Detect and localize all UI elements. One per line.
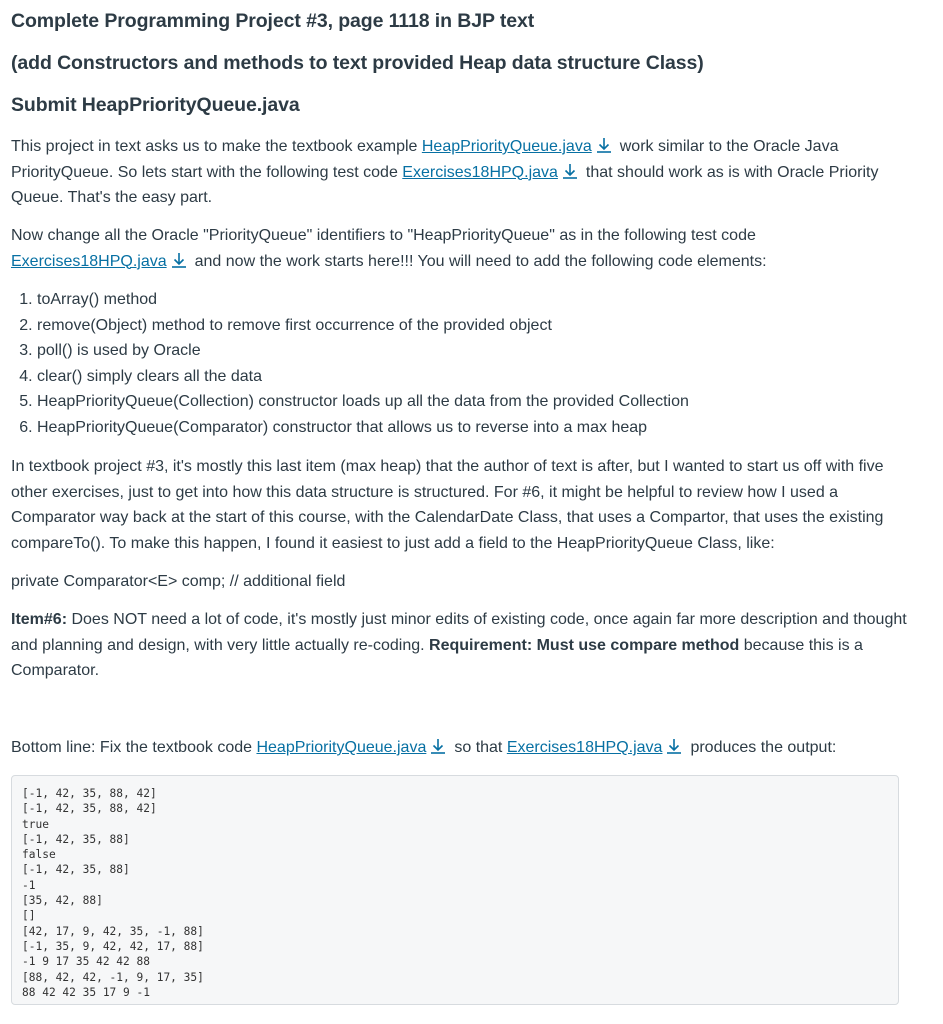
output-line: true: [22, 817, 49, 831]
output-line: []: [22, 909, 36, 923]
exercises-link[interactable]: Exercises18HPQ.java: [11, 252, 167, 270]
output-line: [35, 42, 88]: [22, 894, 103, 908]
submit-heading: Submit HeapPriorityQueue.java: [11, 94, 300, 116]
output-line: [88, 42, 42, -1, 9, 17, 35]: [22, 970, 204, 984]
list-item: 5. HeapPriorityQueue(Collection) constructor loads up all the data from the provided Collection: [37, 389, 917, 415]
output-line: [-1, 42, 35, 88]: [22, 832, 130, 846]
change-text-1: Now change all the Oracle "PriorityQueue" identifiers to "HeapPriorityQueue" as in the following test code: [11, 227, 756, 244]
requirement-label: Requirement: Must use compare method: [429, 636, 740, 654]
intro-text-1: This project in text asks us to make the textbook example: [11, 138, 422, 155]
intro-paragraph: [11, 134, 909, 211]
required-elements-list: [19, 287, 917, 440]
expected-output-block: [11, 775, 899, 1005]
subtitle-heading: (add Constructors and methods to text provided Heap data structure Class): [11, 52, 704, 74]
output-line: false: [22, 848, 56, 862]
list-item: 3. poll() is used by Oracle: [37, 338, 917, 364]
list-item: 2. remove(Object) method to remove first occurrence of the provided object: [37, 313, 917, 339]
heap-priority-queue-link[interactable]: HeapPriorityQueue.java: [421, 138, 592, 155]
list-item: 1. toArray() method: [37, 287, 917, 313]
output-line: [-1, 42, 35, 88]: [22, 863, 130, 877]
download-icon[interactable]: [430, 738, 448, 754]
list-item: 4. clear() simply clears all the data: [37, 364, 917, 390]
bottom-line-paragraph: [11, 735, 909, 761]
change-paragraph: [11, 223, 909, 274]
intro-text-2: work similar to the Oracle Java PriorityQueue. So lets start with the following test code: [11, 138, 839, 181]
output-line: 88 42 42 35 17 9 -1: [22, 985, 150, 999]
item6-text: Does NOT need a lot of code, it's mostly just minor edits of existing code, once again far more description and thought and planning and design, with very little actually re-coding.: [11, 611, 907, 654]
change-text-2: and now the work starts here!!! You will need to add the following code elements:: [194, 252, 767, 270]
item6-label: Item#6:: [11, 611, 68, 628]
output-line: [-1, 42, 35, 88, 42]: [22, 802, 157, 816]
output-line: -1 9 17 35 42 42 88: [22, 955, 150, 969]
heap-priority-queue-link[interactable]: HeapPriorityQueue.java: [256, 739, 427, 756]
project-paragraph: In textbook project #3, it's mostly this last item (max heap) that the author of text is after, but I wanted to start us off with five other exercises, just to get into how this data structure is structured. For #6, it might be helpful to review how I used a Comparator way back at the start of this course, with the CalendarDate Class, that uses a Compartor, that uses the existing compareTo(). To make this happen, I found it easiest to just add a field to the HeapPriorityQueue Class, like:: [11, 458, 884, 552]
download-icon[interactable]: [666, 738, 684, 754]
download-icon[interactable]: [596, 137, 614, 153]
output-line: [42, 17, 9, 42, 35, -1, 88]: [22, 924, 204, 938]
download-icon[interactable]: [562, 163, 580, 179]
bottom-text-3: produces the output:: [690, 739, 837, 756]
download-icon[interactable]: [171, 252, 189, 268]
bottom-text-2: so that: [454, 739, 507, 756]
field-paragraph: private Comparator<E> comp; // additional field: [11, 573, 346, 590]
exercises-link[interactable]: Exercises18HPQ.java: [402, 163, 558, 181]
page-title: Complete Programming Project #3, page 1118 in BJP text: [11, 10, 535, 32]
item6-text-2: because this is a Comparator.: [11, 636, 863, 679]
output-line: [-1, 42, 35, 88, 42]: [22, 787, 157, 800]
item6-paragraph: [11, 607, 909, 684]
bottom-text-1: Bottom line: Fix the textbook code: [11, 739, 257, 756]
intro-text-3: that should work as is with Oracle Priority Queue. That's the easy part.: [11, 163, 879, 206]
list-item: 6. HeapPriorityQueue(Comparator) constructor that allows us to reverse into a max heap: [37, 415, 917, 441]
output-line: [-1, 35, 9, 42, 42, 17, 88]: [22, 939, 204, 953]
output-line: -1: [22, 878, 36, 892]
exercises-link[interactable]: Exercises18HPQ.java: [506, 739, 663, 756]
